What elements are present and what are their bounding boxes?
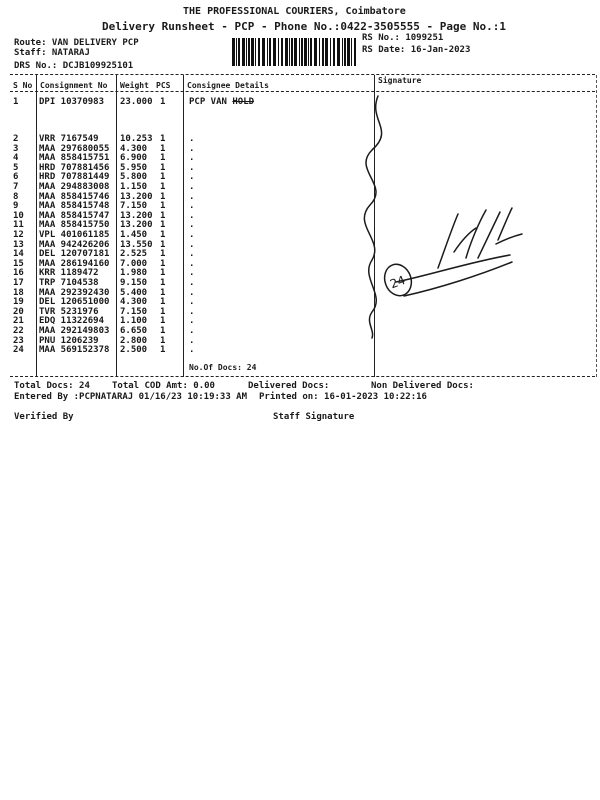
row-pcs: 1 (160, 97, 166, 107)
row-weight: 1.100 (120, 316, 148, 327)
row-sno: 20 (13, 306, 24, 317)
row-sno: 15 (13, 258, 24, 269)
row-sno: 17 (13, 278, 24, 288)
row-consignment: MAA 569152378 (39, 345, 110, 356)
col-header-weight: Weight (120, 81, 149, 90)
row-consignment: MAA 858415747 (39, 210, 110, 221)
row-sno: 13 (13, 239, 24, 250)
row-sno: 21 (13, 316, 24, 327)
row-pcs: 1 (160, 153, 166, 164)
row-pcs: 1 (160, 287, 166, 298)
col-header-pcs: PCS (156, 81, 171, 90)
row-sno: 2 (13, 134, 19, 144)
runsheet-title: Delivery Runsheet - PCP - Phone No.:0422-3505555 - Page No.:1 (102, 20, 506, 33)
row-consignee-dot: . (189, 326, 195, 336)
consignee-hold-struck: HOLD (232, 97, 255, 107)
row-weight: 2.800 (120, 335, 148, 346)
row-consignment: VRR 7167549 (39, 134, 99, 144)
row-pcs: 1 (160, 268, 166, 279)
row-consignment: DPI 10370983 (39, 97, 105, 107)
row-pcs: 1 (160, 220, 166, 231)
non-delivered-docs: Non Delivered Docs: (371, 381, 474, 391)
row-pcs: 1 (160, 134, 166, 144)
row-pcs: 1 (160, 239, 166, 250)
row-pcs: 1 (160, 191, 166, 202)
row-sno: 5 (13, 162, 19, 173)
row-sno: 23 (13, 335, 24, 346)
row-consignment: PNU 1206239 (39, 335, 99, 346)
row-pcs: 1 (160, 345, 166, 356)
row-weight: 13.550 (120, 239, 153, 250)
row-weight: 5.950 (120, 162, 148, 173)
staff-signature: Staff Signature (273, 412, 355, 422)
row-consignee-dot: . (189, 220, 195, 231)
row-weight: 13.200 (120, 220, 153, 231)
row-pcs: 1 (160, 258, 166, 269)
row-sno: 1 (13, 97, 19, 107)
row-sno: 3 (13, 143, 19, 154)
row-consignee-dot: . (189, 249, 195, 260)
row-pcs: 1 (160, 230, 166, 240)
row-sno: 11 (13, 220, 24, 231)
row-pcs: 1 (160, 297, 166, 308)
col-header-signature: Signature (378, 76, 422, 85)
row-pcs: 1 (160, 210, 166, 221)
circled-count: 24 (388, 272, 408, 292)
row-pcs: 1 (160, 201, 166, 212)
row-consignment: KRR 1189472 (39, 268, 99, 279)
row-pcs: 1 (160, 182, 166, 192)
row-weight: 23.000 (120, 97, 153, 107)
row-weight: 6.900 (120, 153, 148, 164)
row-consignee-dot: . (189, 162, 195, 173)
col-header-details: Consignee Details (187, 81, 269, 90)
row-weight: 7.000 (120, 258, 148, 269)
row-pcs: 1 (160, 326, 166, 336)
row-sno: 10 (13, 210, 24, 221)
row-consignment: MAA 286194160 (39, 258, 110, 269)
row-consignee-dot: . (189, 345, 195, 356)
row-consignee-dot: . (189, 172, 195, 183)
row-weight: 2.500 (120, 345, 148, 356)
row-sno: 19 (13, 297, 24, 308)
row-consignment: MAA 297680055 (39, 143, 110, 154)
row-sno: 18 (13, 287, 24, 298)
row-pcs: 1 (160, 316, 166, 327)
printed-on: Printed on: 16-01-2023 10:22:16 (259, 392, 427, 402)
row-weight: 1.150 (120, 182, 148, 192)
row-consignee-dot: . (189, 316, 195, 327)
row-sno: 8 (13, 191, 19, 202)
row-consignment: MAA 942426206 (39, 239, 110, 250)
row-sno: 7 (13, 182, 19, 192)
row-consignment: MAA 858415746 (39, 191, 110, 202)
row-weight: 13.200 (120, 210, 153, 221)
row-weight: 5.400 (120, 287, 148, 298)
row-consignment: MAA 858415750 (39, 220, 110, 231)
row-sno: 4 (13, 153, 19, 164)
row-consignee-dot: . (189, 230, 195, 240)
row-consignment: HRD 707881456 (39, 162, 110, 173)
row-consignee-dot: . (189, 143, 195, 154)
row-consignment: MAA 292392430 (39, 287, 110, 298)
row-pcs: 1 (160, 143, 166, 154)
col-header-sno: S No (13, 81, 33, 90)
row-consignee-dot: . (189, 182, 195, 192)
entered-by: Entered By :PCPNATARAJ 01/16/23 10:19:33 AM (14, 392, 247, 402)
row-weight: 7.150 (120, 306, 148, 317)
row-weight: 10.253 (120, 134, 153, 144)
row-pcs: 1 (160, 249, 166, 260)
drs-number: DRS No.: DCJB109925101 (14, 61, 134, 71)
route-label: Route: VAN DELIVERY PCP (14, 38, 139, 48)
row-weight: 2.525 (120, 249, 148, 260)
row-consignment: TRP 7104538 (39, 278, 99, 288)
rs-date: RS Date: 16-Jan-2023 (362, 45, 471, 55)
row-consignment: MAA 294883008 (39, 182, 110, 192)
no-of-docs: No.Of Docs: 24 (189, 363, 257, 372)
signature-arrow-line (396, 255, 512, 296)
verified-by: Verified By (14, 412, 74, 422)
total-cod-amount: Total COD Amt: 0.00 (112, 381, 215, 391)
row-consignee-dot: . (189, 191, 195, 202)
row-sno: 6 (13, 172, 19, 183)
row-consignment: MAA 858415748 (39, 201, 110, 212)
row-consignee-dot: . (189, 335, 195, 346)
row-sno: 9 (13, 201, 19, 212)
col-header-consignment: Consignment No (40, 81, 108, 90)
row-pcs: 1 (160, 306, 166, 317)
row-consignee-dot: . (189, 239, 195, 250)
row-weight: 6.650 (120, 326, 148, 336)
row-weight: 9.150 (120, 278, 148, 288)
row-pcs: 1 (160, 162, 166, 173)
row-consignee-dot: . (189, 287, 195, 298)
hl-stroke-h (438, 210, 486, 268)
row-weight: 4.300 (120, 297, 148, 308)
row-consignee-dot: . (189, 306, 195, 317)
row-consignee-dot: . (189, 201, 195, 212)
row-consignment: TVR 5231976 (39, 306, 99, 317)
row-weight: 1.980 (120, 268, 148, 279)
row-consignee-dot: . (189, 297, 195, 308)
row-consignment: DEL 120651000 (39, 297, 110, 308)
row-sno: 14 (13, 249, 24, 260)
row-pcs: 1 (160, 172, 166, 183)
consignee-route: PCP VAN (189, 97, 227, 107)
total-docs: Total Docs: 24 (14, 381, 90, 391)
row-consignment: MAA 858415751 (39, 153, 110, 164)
row-pcs: 1 (160, 278, 166, 288)
row-consignee-dot: . (189, 278, 195, 288)
row-consignee-dot: . (189, 153, 195, 164)
staff-label: Staff: NATARAJ (14, 48, 90, 58)
row-sno: 16 (13, 268, 24, 279)
row-consignment: DEL 120707181 (39, 249, 110, 260)
row-consignee-dot: . (189, 210, 195, 221)
row-consignment: EDQ 11322694 (39, 316, 105, 327)
row-sno: 24 (13, 345, 24, 356)
handwritten-hl: H/L (0, 0, 2, 1)
row-consignment: MAA 292149803 (39, 326, 110, 336)
row-weight: 7.150 (120, 201, 148, 212)
company-name: THE PROFESSIONAL COURIERS, Coimbatore (183, 6, 406, 17)
row-consignee-dot: . (189, 258, 195, 269)
row-consignment: VPL 401061185 (39, 230, 110, 240)
row-consignee-dot: . (189, 134, 195, 144)
row-weight: 13.200 (120, 191, 153, 202)
row-sno: 12 (13, 230, 24, 240)
row-weight: 1.450 (120, 230, 148, 240)
row-pcs: 1 (160, 335, 166, 346)
rs-number: RS No.: 1099251 (362, 33, 444, 43)
signature-squiggle (364, 96, 381, 338)
delivered-docs: Delivered Docs: (248, 381, 330, 391)
row-consignee-dot: . (189, 268, 195, 279)
row-weight: 4.300 (120, 143, 148, 154)
row-weight: 5.800 (120, 172, 148, 183)
row-sno: 22 (13, 326, 24, 336)
row-consignment: HRD 707881449 (39, 172, 110, 183)
